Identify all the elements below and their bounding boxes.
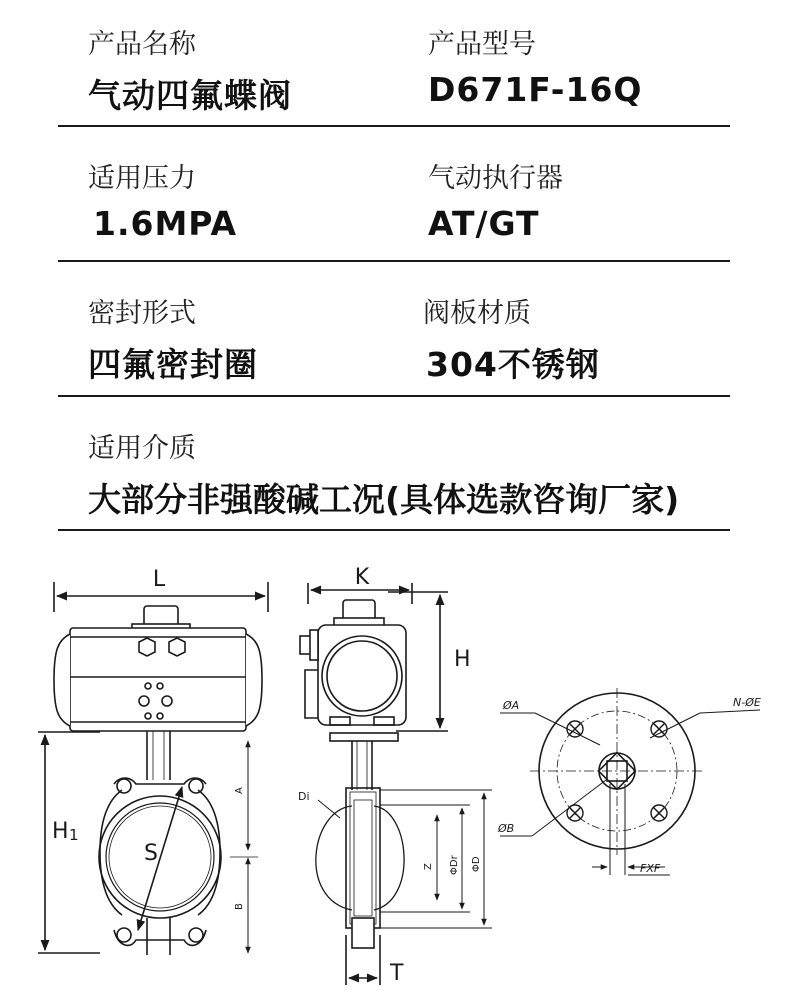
dim-h-label: H xyxy=(454,647,471,672)
actuator-value: AT/GT xyxy=(428,204,540,243)
side-view xyxy=(300,583,492,985)
dim-d-label: ΦD xyxy=(471,856,482,872)
dim-s-label: S xyxy=(144,841,158,866)
dim-z-label: Z xyxy=(423,863,434,870)
dim-b-label: B xyxy=(234,903,245,910)
actuator-label: 气动执行器 xyxy=(428,163,563,194)
dim-t-label: T xyxy=(390,961,404,986)
seal-label: 密封形式 xyxy=(88,298,196,329)
pressure-value: 1.6MPA xyxy=(93,204,237,243)
dim-h1-label: H xyxy=(52,819,69,844)
flange-fxf-label: FXF xyxy=(640,862,661,875)
product-name-value: 气动四氟蝶阀 xyxy=(88,76,292,115)
dim-di-label: Di xyxy=(298,790,310,803)
front-view xyxy=(38,582,268,955)
flange-view xyxy=(500,688,760,875)
product-name-label: 产品名称 xyxy=(88,29,196,60)
medium-label: 适用介质 xyxy=(88,433,196,464)
seal-value: 四氟密封圈 xyxy=(88,345,258,384)
model-label: 产品型号 xyxy=(428,29,536,60)
dim-dr-label: ΦDr xyxy=(449,855,460,875)
medium-value: 大部分非强酸碱工况(具体选款咨询厂家) xyxy=(88,480,680,519)
dim-a-label: A xyxy=(234,787,245,794)
flange-b-label: ØB xyxy=(498,822,515,835)
dim-l-label: L xyxy=(152,567,166,592)
flange-ne-label: N-ØE xyxy=(733,696,761,709)
dim-k-label: K xyxy=(354,565,370,590)
disc-material-label: 阀板材质 xyxy=(423,298,531,329)
pressure-label: 适用压力 xyxy=(88,163,196,194)
dim-h1-subscript: 1 xyxy=(69,826,79,844)
model-value: D671F-16Q xyxy=(428,70,643,109)
disc-material-value: 304不锈钢 xyxy=(426,345,600,384)
flange-a-label: ØA xyxy=(503,699,520,712)
